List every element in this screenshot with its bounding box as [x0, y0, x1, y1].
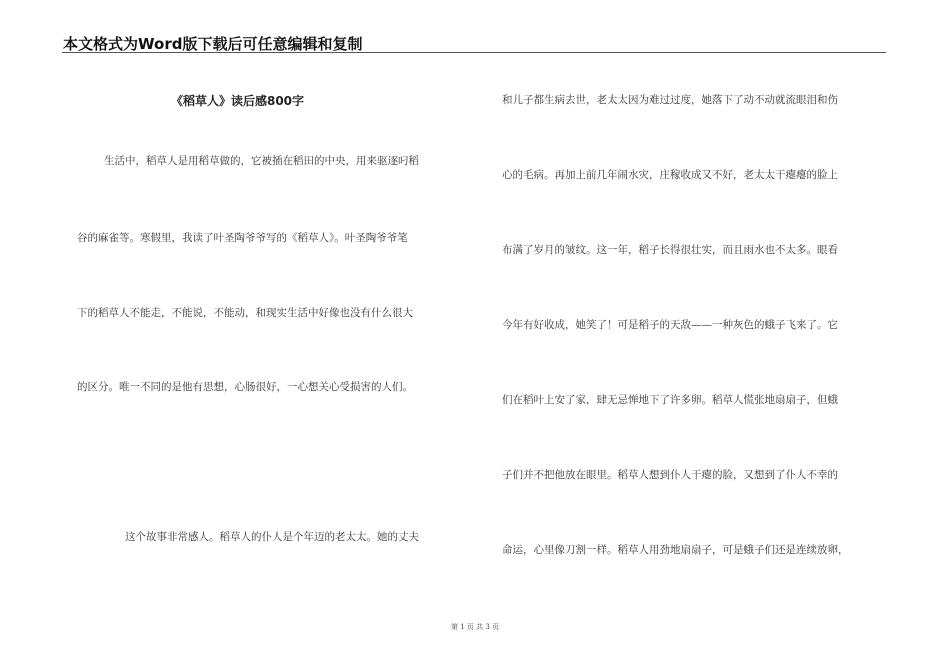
header-divider [62, 52, 886, 53]
right-paragraph-line: 和儿子都生病去世，老太太因为难过过度，她落下了动不动就流眼泪和伤 [502, 94, 838, 106]
right-paragraph-line: 今年有好收成，她笑了！可是稻子的天敌——一种灰色的蛾子飞来了。它 [502, 319, 838, 331]
right-paragraph-line: 们在稻叶上安了家，肆无忌惮地下了许多卵。稻草人慌张地扇扇子，但蛾 [502, 394, 838, 406]
right-paragraph-line: 命运，心里像刀割一样。稻草人用劲地扇扇子，可是蛾子们还是连续放卵， [502, 544, 849, 556]
document-header-title: 本文格式为Word版下载后可任意编辑和复制 [63, 35, 363, 53]
document-title: 《稻草人》读后感800字 [170, 94, 305, 108]
page-number-footer: 第 1 页 共 3 页 [450, 623, 500, 631]
left-paragraph-line: 谷的麻雀等。寒假里，我读了叶圣陶爷爷写的《稻草人》。叶圣陶爷爷笔 [77, 232, 408, 244]
left-paragraph-line: 这个故事非常感人。稻草人的仆人是个年迈的老太太。她的丈夫 [125, 531, 419, 543]
right-paragraph-line: 布满了岁月的皱纹。这一年，稻子长得很壮实，而且雨水也不太多。眼看 [502, 244, 838, 256]
right-paragraph-line: 心的毛病。再加上前几年闹水灾，庄稼收成又不好，老太太干瘪瘪的脸上 [502, 169, 838, 181]
right-paragraph-line: 子们并不把他放在眼里。稻草人想到仆人干瘪的脸，又想到了仆人不幸的 [502, 469, 838, 481]
left-paragraph-line: 下的稻草人不能走，不能说，不能动，和现实生活中好像也没有什么很大 [77, 307, 413, 319]
left-paragraph-line: 的区分。唯一不同的是他有思想，心肠很好，一心想关心受损害的人们。 [77, 381, 413, 393]
left-paragraph-line: 生活中，稻草人是用稻草做的，它被插在稻田的中央，用来驱逐叼稻 [104, 155, 419, 167]
